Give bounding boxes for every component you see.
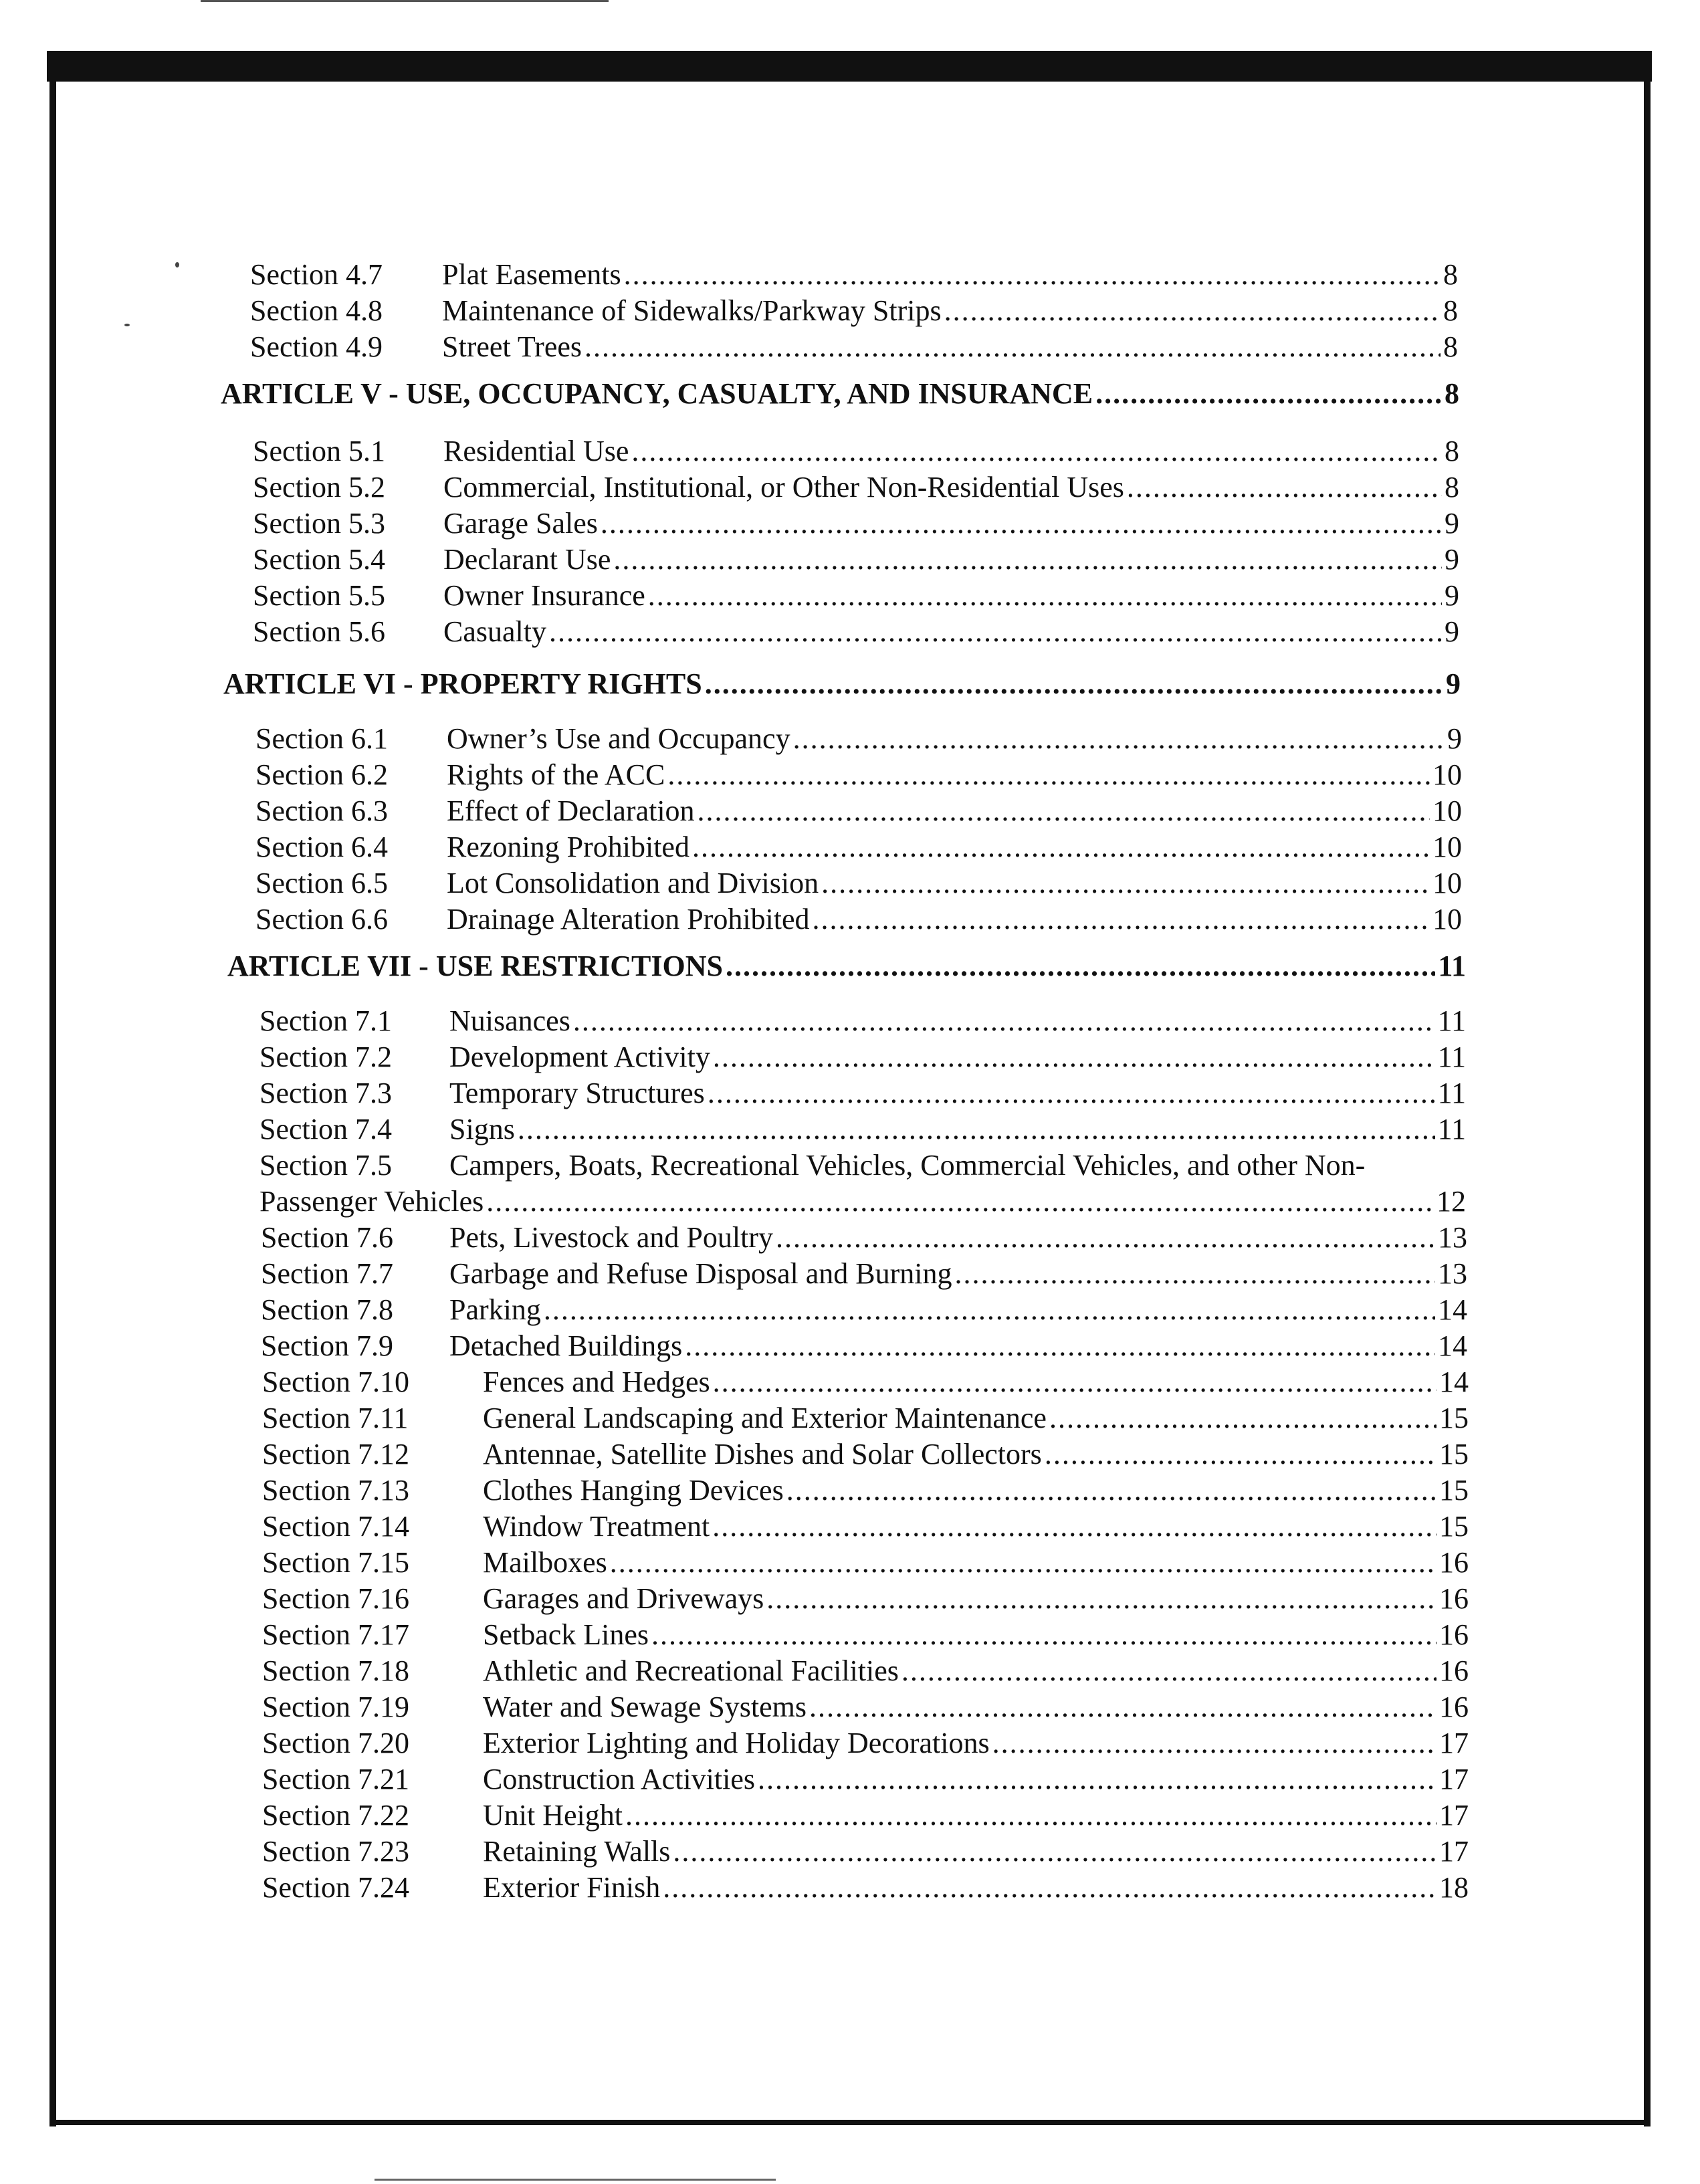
page-number: 16 <box>1439 1546 1469 1579</box>
section-number: Section 4.8 <box>250 294 383 327</box>
page-number: 8 <box>1445 435 1459 467</box>
page-number: 9 <box>1445 615 1459 648</box>
toc-entry-4-7 <box>250 257 1458 293</box>
article-title: ARTICLE VII - USE RESTRICTIONS <box>227 950 723 982</box>
page-number: 11 <box>1437 1004 1466 1037</box>
section-number: Section 7.9 <box>261 1329 393 1362</box>
page-number: 15 <box>1439 1438 1469 1470</box>
section-number: Section 6.3 <box>255 794 388 827</box>
section-number: Section 7.7 <box>261 1257 393 1290</box>
page-number: 15 <box>1439 1474 1469 1507</box>
section-title: Owner’s Use and Occupancy <box>447 722 790 755</box>
toc-entry-7-8 <box>261 1292 1467 1328</box>
section-title: Parking <box>449 1293 541 1326</box>
toc-entry-7-9 <box>261 1328 1467 1364</box>
toc-entry-7-6 <box>261 1220 1467 1256</box>
section-number: Section 5.1 <box>253 435 385 467</box>
dot-leader <box>651 1617 1437 1653</box>
toc-entry-6-2 <box>255 757 1462 793</box>
section-title: Construction Activities <box>483 1763 755 1795</box>
dot-leader <box>705 666 1443 702</box>
dot-leader <box>821 865 1430 901</box>
page-number: 17 <box>1439 1799 1469 1832</box>
page-number: 14 <box>1438 1329 1467 1362</box>
page-frame-left <box>49 80 56 2126</box>
dot-leader <box>692 829 1430 865</box>
toc-entry-4-8 <box>250 293 1458 329</box>
toc-entry-7-17 <box>262 1617 1469 1653</box>
toc-article-5 <box>221 376 1459 412</box>
dot-leader <box>673 1834 1437 1870</box>
page-frame-top-bar <box>47 51 1652 82</box>
toc-entry-5-4 <box>253 542 1459 578</box>
page-number: 11 <box>1438 950 1466 982</box>
toc-entry-7-21 <box>262 1761 1469 1797</box>
page-number: 9 <box>1446 667 1461 700</box>
page-number: 9 <box>1445 507 1459 540</box>
dot-leader <box>613 542 1442 578</box>
page-number: 12 <box>1437 1185 1466 1218</box>
section-title: Nuisances <box>449 1004 570 1037</box>
dot-leader <box>631 433 1442 469</box>
dot-leader <box>713 1039 1435 1075</box>
section-title: Lot Consolidation and Division <box>447 867 819 899</box>
page-number: 14 <box>1438 1293 1467 1326</box>
dot-leader <box>901 1653 1437 1689</box>
section-number: Section 5.2 <box>253 471 385 504</box>
toc-entry-6-3 <box>255 793 1462 829</box>
dot-leader <box>610 1545 1437 1581</box>
toc-entry-5-6 <box>253 614 1459 650</box>
dot-leader <box>713 1364 1437 1400</box>
section-title: Water and Sewage Systems <box>483 1690 807 1723</box>
page-number: 10 <box>1432 758 1462 791</box>
section-title: Clothes Hanging Devices <box>483 1474 784 1507</box>
section-number: Section 7.21 <box>262 1763 409 1795</box>
page-number: 10 <box>1432 794 1462 827</box>
section-title: Declarant Use <box>443 543 611 576</box>
section-number: Section 4.9 <box>250 330 383 363</box>
page-number: 8 <box>1443 294 1458 327</box>
section-title: General Landscaping and Exterior Maintenance <box>483 1402 1047 1434</box>
section-title: Exterior Lighting and Holiday Decorations <box>483 1727 990 1759</box>
section-number: Section 7.15 <box>262 1546 409 1579</box>
section-number: Section 7.6 <box>261 1221 393 1254</box>
toc-entry-6-4 <box>255 829 1462 865</box>
toc-entry-7-2 <box>259 1039 1466 1075</box>
section-title: Plat Easements <box>442 258 621 291</box>
section-title: Athletic and Recreational Facilities <box>483 1654 899 1687</box>
toc-article-6 <box>223 666 1461 702</box>
section-number: Section 7.2 <box>259 1041 392 1073</box>
section-number: Section 7.19 <box>262 1690 409 1723</box>
dot-leader <box>685 1328 1435 1364</box>
page-number: 10 <box>1432 867 1462 899</box>
page-number: 17 <box>1439 1727 1469 1759</box>
toc-entry-5-2 <box>253 469 1459 506</box>
section-number: Section 7.11 <box>262 1402 409 1434</box>
toc-entry-7-24 <box>262 1870 1469 1906</box>
dot-leader <box>1127 469 1442 506</box>
toc-entry-7-12 <box>262 1436 1469 1472</box>
dot-leader <box>486 1184 1434 1220</box>
dot-leader <box>585 329 1441 365</box>
dot-leader <box>954 1256 1435 1292</box>
page-number: 10 <box>1432 831 1462 863</box>
section-title: Casualty <box>443 615 546 648</box>
page-number: 13 <box>1438 1257 1467 1290</box>
dot-leader <box>667 757 1430 793</box>
section-number: Section 5.5 <box>253 579 385 612</box>
article-title: ARTICLE VI - PROPERTY RIGHTS <box>223 667 702 700</box>
page-number: 15 <box>1439 1402 1469 1434</box>
toc-entry-7-5-continued <box>259 1184 1466 1220</box>
section-title: Retaining Walls <box>483 1835 671 1868</box>
section-number: Section 6.1 <box>255 722 388 755</box>
section-title: Rights of the ACC <box>447 758 665 791</box>
section-number: Section 5.3 <box>253 507 385 540</box>
toc-entry-7-20 <box>262 1725 1469 1761</box>
dot-leader <box>549 614 1442 650</box>
dot-leader <box>813 901 1430 938</box>
section-number: Section 7.24 <box>262 1871 409 1904</box>
page-number: 16 <box>1439 1618 1469 1651</box>
toc-entry-7-18 <box>262 1653 1469 1689</box>
toc-entry-7-10 <box>262 1364 1469 1400</box>
section-title: Unit Height <box>483 1799 623 1832</box>
dot-leader <box>776 1220 1435 1256</box>
section-number: Section 7.4 <box>259 1113 392 1145</box>
page-frame-right <box>1644 51 1651 2126</box>
toc-entry-7-13 <box>262 1472 1469 1509</box>
section-number: Section 7.1 <box>259 1004 392 1037</box>
section-number: Section 6.5 <box>255 867 388 899</box>
toc-entry-7-23 <box>262 1834 1469 1870</box>
scan-speck <box>124 324 130 326</box>
section-title: Owner Insurance <box>443 579 645 612</box>
dot-leader <box>1049 1400 1437 1436</box>
dot-leader <box>573 1003 1435 1039</box>
toc-entry-6-5 <box>255 865 1462 901</box>
section-number: Section 4.7 <box>250 258 383 291</box>
toc-entry-7-14 <box>262 1509 1469 1545</box>
dot-leader <box>758 1761 1437 1797</box>
dot-leader <box>698 793 1430 829</box>
dot-leader <box>1095 376 1442 412</box>
page-number: 10 <box>1432 903 1462 936</box>
page-number: 11 <box>1437 1077 1466 1109</box>
section-title: Residential Use <box>443 435 629 467</box>
section-title: Signs <box>449 1113 515 1145</box>
scan-edge-bottom <box>375 2179 776 2181</box>
page-number: 9 <box>1445 579 1459 612</box>
toc-entry-5-1 <box>253 433 1459 469</box>
section-number: Section 7.5 <box>259 1149 392 1182</box>
section-title: Rezoning Prohibited <box>447 831 689 863</box>
section-title: Mailboxes <box>483 1546 607 1579</box>
page-number: 18 <box>1439 1871 1469 1904</box>
toc-entry-7-4 <box>259 1111 1466 1148</box>
scan-edge-top <box>201 0 609 2</box>
toc-entry-7-1 <box>259 1003 1466 1039</box>
section-title: Maintenance of Sidewalks/Parkway Strips <box>442 294 942 327</box>
section-number: Section 7.10 <box>262 1366 409 1398</box>
dot-leader <box>648 578 1442 614</box>
dot-leader <box>663 1870 1437 1906</box>
section-number: Section 7.17 <box>262 1618 409 1651</box>
page-number: 8 <box>1443 258 1458 291</box>
section-number: Section 5.6 <box>253 615 385 648</box>
toc-entry-7-3 <box>259 1075 1466 1111</box>
page-number: 16 <box>1439 1582 1469 1615</box>
section-title: Drainage Alteration Prohibited <box>447 903 810 936</box>
dot-leader <box>1045 1436 1437 1472</box>
page-number: 15 <box>1439 1510 1469 1543</box>
section-number: Section 7.20 <box>262 1727 409 1759</box>
toc-entry-7-15 <box>262 1545 1469 1581</box>
toc-entry-6-1 <box>255 721 1462 757</box>
toc-article-7 <box>227 948 1466 984</box>
section-title-line-1: Campers, Boats, Recreational Vehicles, Commercial Vehicles, and other Non- <box>449 1149 1366 1182</box>
section-title: Antennae, Satellite Dishes and Solar Collectors <box>483 1438 1042 1470</box>
page-number: 16 <box>1439 1654 1469 1687</box>
page-number: 14 <box>1439 1366 1469 1398</box>
section-title: Garage Sales <box>443 507 598 540</box>
section-number: Section 5.4 <box>253 543 385 576</box>
dot-leader <box>624 257 1441 293</box>
dot-leader <box>625 1797 1437 1834</box>
section-title: Exterior Finish <box>483 1871 661 1904</box>
section-number: Section 7.23 <box>262 1835 409 1868</box>
page-number: 16 <box>1439 1690 1469 1723</box>
toc-entry-7-5 <box>259 1148 1466 1184</box>
section-title: Window Treatment <box>483 1510 710 1543</box>
page-number: 11 <box>1437 1113 1466 1145</box>
section-number: Section 6.4 <box>255 831 388 863</box>
dot-leader <box>544 1292 1435 1328</box>
section-title: Street Trees <box>442 330 582 363</box>
section-number: Section 7.13 <box>262 1474 409 1507</box>
dot-leader <box>992 1725 1437 1761</box>
page-number: 8 <box>1445 471 1459 504</box>
section-title-line-2: Passenger Vehicles <box>259 1185 484 1218</box>
section-number: Section 6.2 <box>255 758 388 791</box>
dot-leader <box>944 293 1441 329</box>
toc-entry-7-7 <box>261 1256 1467 1292</box>
page-number: 17 <box>1439 1763 1469 1795</box>
toc-entry-6-6 <box>255 901 1462 938</box>
dot-leader <box>708 1075 1435 1111</box>
section-number: Section 6.6 <box>255 903 388 936</box>
page-number: 17 <box>1439 1835 1469 1868</box>
page-number: 9 <box>1447 722 1462 755</box>
dot-leader <box>518 1111 1435 1148</box>
section-number: Section 7.16 <box>262 1582 409 1615</box>
dot-leader <box>786 1472 1437 1509</box>
section-title: Fences and Hedges <box>483 1366 710 1398</box>
section-title: Garbage and Refuse Disposal and Burning <box>449 1257 952 1290</box>
dot-leader <box>793 721 1445 757</box>
section-title: Development Activity <box>449 1041 710 1073</box>
section-title: Garages and Driveways <box>483 1582 764 1615</box>
section-title: Commercial, Institutional, or Other Non-Residential Uses <box>443 471 1124 504</box>
page-number: 9 <box>1445 543 1459 576</box>
page-number: 11 <box>1437 1041 1466 1073</box>
toc-entry-7-22 <box>262 1797 1469 1834</box>
toc-entry-7-11 <box>262 1400 1469 1436</box>
section-title: Effect of Declaration <box>447 794 695 827</box>
section-number: Section 7.12 <box>262 1438 409 1470</box>
section-number: Section 7.8 <box>261 1293 393 1326</box>
section-title: Setback Lines <box>483 1618 649 1651</box>
toc-entry-5-3 <box>253 506 1459 542</box>
scan-speck <box>175 262 179 267</box>
section-number: Section 7.14 <box>262 1510 409 1543</box>
section-title: Detached Buildings <box>449 1329 683 1362</box>
section-number: Section 7.3 <box>259 1077 392 1109</box>
section-title: Temporary Structures <box>449 1077 705 1109</box>
toc-entry-7-16 <box>262 1581 1469 1617</box>
dot-leader <box>809 1689 1437 1725</box>
dot-leader <box>601 506 1442 542</box>
dot-leader <box>712 1509 1437 1545</box>
page-number: 8 <box>1443 330 1458 363</box>
toc-entry-5-5 <box>253 578 1459 614</box>
page-number: 8 <box>1445 377 1459 410</box>
dot-leader <box>766 1581 1437 1617</box>
section-title: Pets, Livestock and Poultry <box>449 1221 773 1254</box>
dot-leader <box>726 948 1435 984</box>
toc-entry-4-9 <box>250 329 1458 365</box>
page-frame-bottom <box>49 2120 1651 2125</box>
page-number: 13 <box>1438 1221 1467 1254</box>
toc-entry-7-19 <box>262 1689 1469 1725</box>
article-title: ARTICLE V - USE, OCCUPANCY, CASUALTY, AND INSURANCE <box>221 377 1093 410</box>
section-number: Section 7.18 <box>262 1654 409 1687</box>
section-number: Section 7.22 <box>262 1799 409 1832</box>
